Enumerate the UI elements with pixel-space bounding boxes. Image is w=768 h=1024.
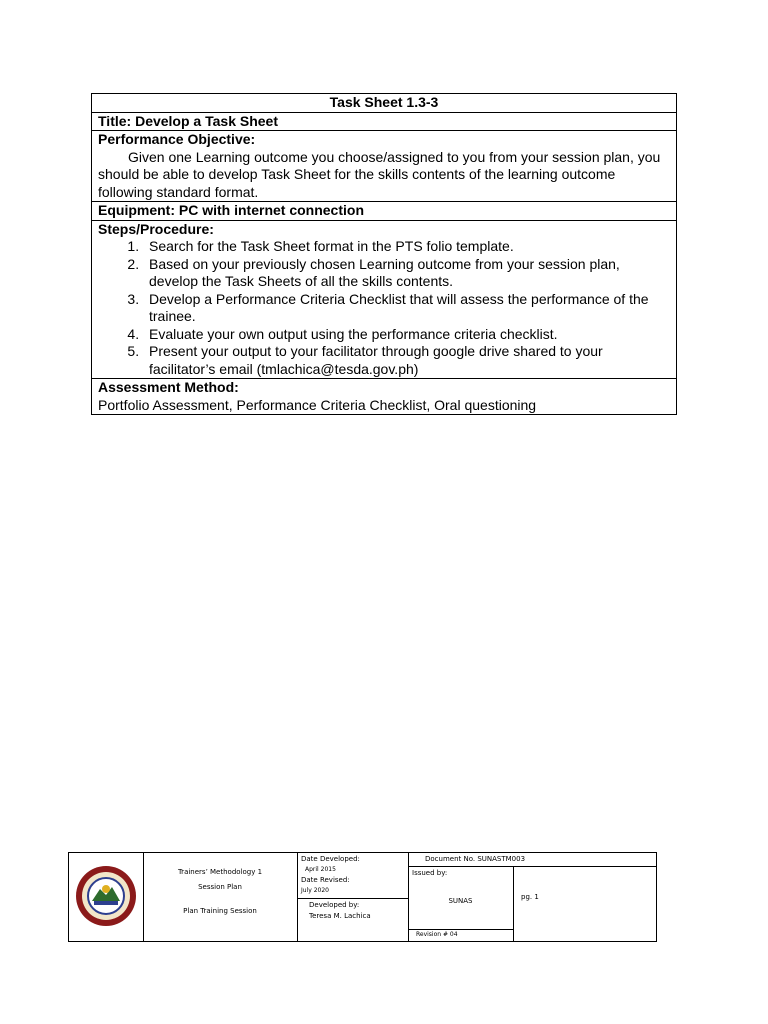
assessment-cell	[92, 379, 677, 415]
equipment-row: Equipment: PC with internet connection	[92, 202, 677, 221]
task-sheet-header: Task Sheet 1.3-3	[92, 94, 677, 113]
developed-by-value: Teresa M. Lachica	[309, 912, 371, 920]
issued-by-label: Issued by:	[412, 869, 448, 877]
task-sheet-title: Title: Develop a Task Sheet	[92, 112, 677, 131]
step-item: 2. Based on your previously chosen Learning outcome from your session plan, develop the Task Sheets of all the skills contents.	[143, 256, 670, 291]
document-footer	[68, 852, 657, 942]
date-developed-label: Date Developed:	[301, 855, 360, 863]
step-item: 3. Develop a Performance Criteria Checklist that will assess the performance of the trainee.	[143, 291, 670, 326]
steps-list	[98, 238, 670, 378]
task-sheet-table	[91, 93, 677, 415]
assessment-label: Assessment Method:	[98, 379, 239, 395]
objective-label: Performance Objective:	[98, 131, 256, 147]
seal-icon	[74, 857, 138, 937]
course-session: Plan Training Session	[183, 907, 257, 915]
date-revised-value: July 2020	[301, 887, 329, 894]
steps-cell	[92, 220, 677, 379]
page-number: pg. 1	[521, 893, 539, 901]
institution-seal	[74, 857, 138, 937]
course-title: Trainers’ Methodology 1	[177, 868, 263, 876]
performance-objective-cell	[92, 131, 677, 202]
step-item: 5. Present your output to your facilitator through google drive shared to your facilitator’s email (tmlachica@tesda.gov.ph)	[143, 343, 670, 378]
developed-by-label: Developed by:	[309, 901, 360, 909]
step-item: 4. Evaluate your own output using the performance criteria checklist.	[143, 326, 670, 344]
assessment-text: Portfolio Assessment, Performance Criteria Checklist, Oral questioning	[98, 396, 537, 413]
steps-label: Steps/Procedure:	[98, 220, 214, 237]
date-developed-value: April 2015	[305, 866, 336, 873]
document-number: Document No. SUNASTM003	[425, 855, 526, 863]
date-revised-label: Date Revised:	[301, 876, 350, 884]
step-item: 1. Search for the Task Sheet format in the PTS folio template.	[143, 238, 670, 256]
issued-by-value: SUNAS	[448, 897, 473, 905]
objective-text: Given one Learning outcome you choose/assigned to you from your session plan, you should be able to develop Task Sheet for the skills contents of the learning outcome following standard format.	[98, 148, 661, 200]
revision-number: Revision # 04	[416, 931, 458, 938]
course-subtitle: Session Plan	[198, 883, 242, 891]
